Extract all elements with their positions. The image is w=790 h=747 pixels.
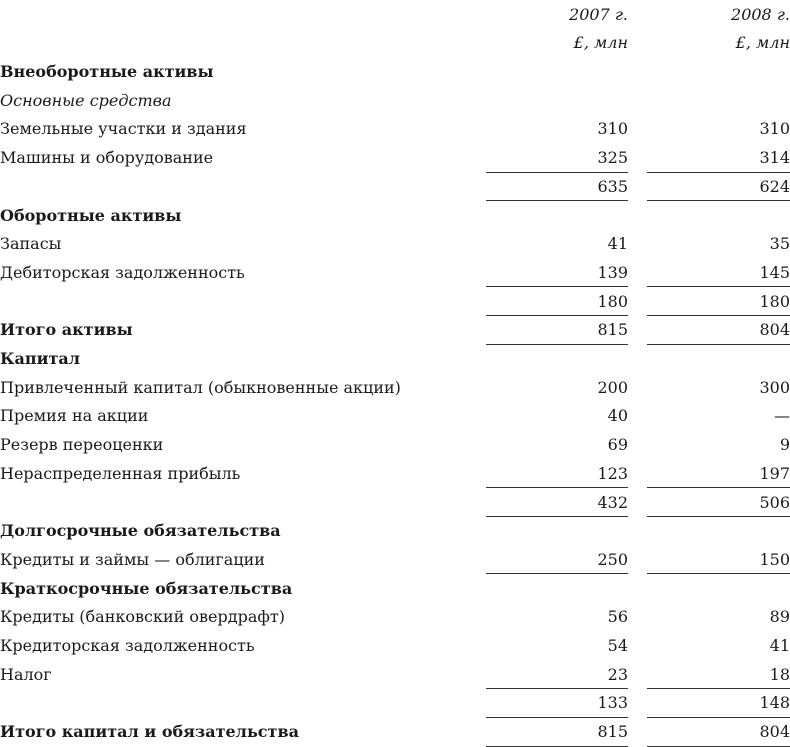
row-label: Капитал <box>0 349 81 369</box>
sum-rule-2007 <box>486 746 628 747</box>
value-2007: 180 <box>597 291 628 311</box>
value-2008: 804 <box>759 722 790 742</box>
row-label: Основные средства <box>0 90 172 110</box>
value-2007: 635 <box>597 176 628 196</box>
table-row <box>0 144 790 173</box>
unit-2007-header: £, млн <box>573 33 628 53</box>
table-row <box>0 287 790 316</box>
table-row <box>0 488 790 517</box>
row-label: Земельные участки и здания <box>0 119 247 139</box>
table-row <box>0 230 790 259</box>
table-row <box>0 172 790 201</box>
table-row <box>0 201 790 230</box>
row-label: Дебиторская задолженность <box>0 262 245 282</box>
row-label: Кредиторская задолженность <box>0 636 255 656</box>
value-2008: 310 <box>759 119 790 139</box>
table-row <box>0 660 790 689</box>
value-2008: 145 <box>759 262 790 282</box>
value-2008: 9 <box>779 435 790 455</box>
table-row <box>0 545 790 574</box>
row-label: Премия на акции <box>0 406 149 426</box>
row-label: Кредиты и займы — облигации <box>0 549 265 569</box>
value-2008: 506 <box>759 492 790 512</box>
value-2008: 150 <box>759 549 790 569</box>
value-2007: 139 <box>597 262 628 282</box>
row-label: Внеоборотные активы <box>0 62 214 82</box>
year-2007-header: 2007 г. <box>569 4 628 24</box>
year-2008-header: 2008 г. <box>731 4 790 24</box>
row-label: Итого капитал и обязательства <box>0 722 299 742</box>
table-row <box>0 574 790 603</box>
table-row <box>0 603 790 632</box>
table-row <box>0 689 790 718</box>
value-2007: 69 <box>607 435 628 455</box>
value-2007: 23 <box>607 664 628 684</box>
table-row <box>0 86 790 115</box>
value-2007: 325 <box>597 148 628 168</box>
value-2007: 815 <box>597 320 628 340</box>
table-row <box>0 316 790 345</box>
row-label: Долгосрочные обязательства <box>0 521 281 541</box>
value-2008: — <box>774 406 790 426</box>
value-2008: 300 <box>759 377 790 397</box>
value-2007: 56 <box>607 607 628 627</box>
value-2007: 815 <box>597 722 628 742</box>
unit-2008-header: £, млн <box>735 33 790 53</box>
value-2008: 197 <box>759 463 790 483</box>
value-2008: 41 <box>769 636 790 656</box>
value-2007: 432 <box>597 492 628 512</box>
value-2007: 54 <box>607 636 628 656</box>
value-2008: 89 <box>769 607 790 627</box>
header-units-row <box>0 29 790 58</box>
value-2008: 148 <box>759 693 790 713</box>
value-2007: 40 <box>607 406 628 426</box>
value-2007: 41 <box>607 234 628 254</box>
table-row <box>0 631 790 660</box>
row-label: Оборотные активы <box>0 205 182 225</box>
value-2007: 133 <box>597 693 628 713</box>
value-2008: 314 <box>759 148 790 168</box>
table-row <box>0 57 790 86</box>
table-row <box>0 373 790 402</box>
table-row <box>0 517 790 546</box>
value-2007: 250 <box>597 549 628 569</box>
row-label: Нераспределенная прибыль <box>0 463 241 483</box>
header-years-row <box>0 0 790 29</box>
value-2008: 35 <box>769 234 790 254</box>
table-row <box>0 115 790 144</box>
row-label: Привлеченный капитал (обыкновенные акции) <box>0 377 401 397</box>
row-label: Итого активы <box>0 320 133 340</box>
value-2008: 180 <box>759 291 790 311</box>
value-2007: 310 <box>597 119 628 139</box>
row-label: Налог <box>0 664 52 684</box>
table-row <box>0 344 790 373</box>
table-row <box>0 431 790 460</box>
value-2008: 624 <box>759 176 790 196</box>
table-row <box>0 459 790 488</box>
value-2007: 123 <box>597 463 628 483</box>
table-row <box>0 258 790 287</box>
row-label: Кредиты (банковский овердрафт) <box>0 607 285 627</box>
row-label: Краткосрочные обязательства <box>0 578 293 598</box>
value-2007: 200 <box>597 377 628 397</box>
value-2008: 804 <box>759 320 790 340</box>
table-row <box>0 402 790 431</box>
row-label: Запасы <box>0 234 62 254</box>
value-2008: 18 <box>769 664 790 684</box>
row-label: Резерв переоценки <box>0 435 164 455</box>
sum-rule-2008 <box>647 746 790 747</box>
row-label: Машины и оборудование <box>0 148 214 168</box>
